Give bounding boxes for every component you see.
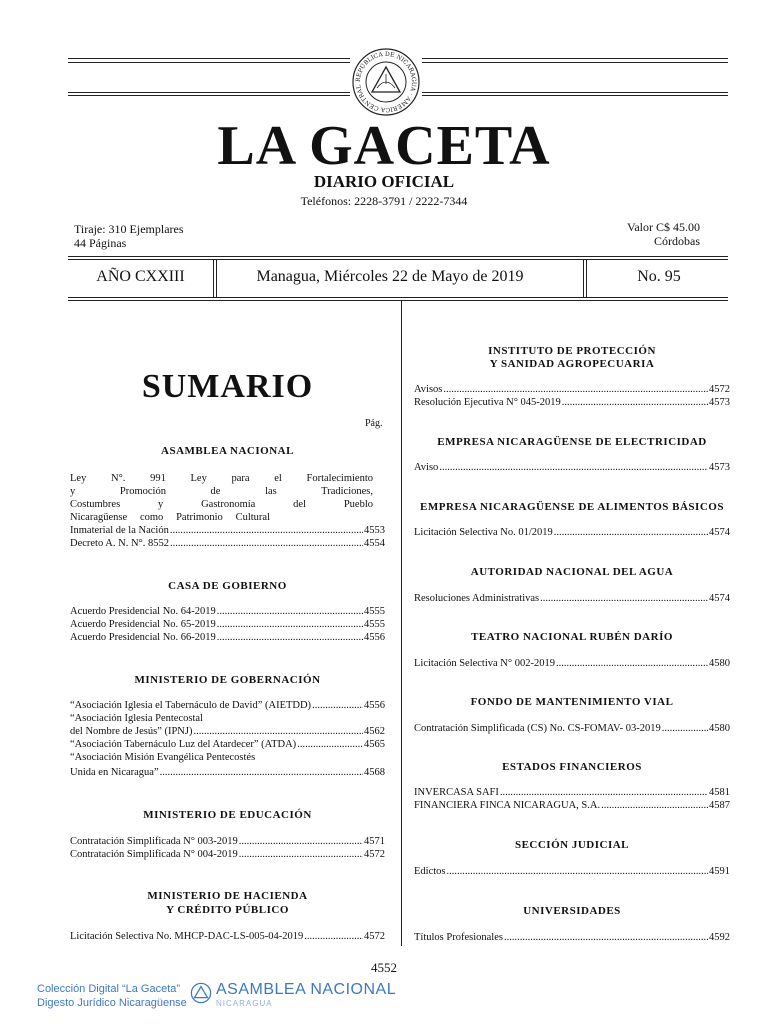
mid-rule-left-2 xyxy=(68,95,350,96)
price-text: Valor C$ 45.00 xyxy=(627,220,700,234)
mid-rule-right-2 xyxy=(422,95,728,96)
toc-entry-contratacion-004[interactable]: Contratación Simplificada N° 004-2019 ..... 4572 xyxy=(70,848,385,861)
mid-rule-right-1 xyxy=(422,92,728,93)
toc-entry-licitacion-01-2019[interactable]: Licitación Selectiva No. 01/2019 ..... 4574 xyxy=(414,526,730,539)
top-rule-left-1 xyxy=(68,58,350,59)
newspaper-title: LA GACETA xyxy=(217,115,551,177)
footer-collection-line-1: Colección Digital “La Gaceta” xyxy=(37,983,181,995)
phone-numbers: Teléfonos: 2228-3791 / 2222-7344 xyxy=(300,194,468,208)
footer-collection-line-2: Digesto Jurídico Nicaragüense xyxy=(37,997,187,1009)
section-enabas: EMPRESA NICARAGÜENSE DE ALIMENTOS BÁSICOS xyxy=(420,501,724,513)
section-asamblea-nacional: ASAMBLEA NACIONAL xyxy=(161,445,294,457)
section-ana: AUTORIDAD NACIONAL DEL AGUA xyxy=(470,566,674,578)
newspaper-subtitle: DIARIO OFICIAL xyxy=(313,172,455,191)
toc-entry-edictos[interactable]: Edictos ..... 4591 xyxy=(414,865,730,878)
datebar-bottom-rule-2 xyxy=(68,300,728,301)
toc-entry-aietdd[interactable]: “Asociación Iglesia el Tabernáculo de David” (AIETDD) ..... 4556 xyxy=(70,699,385,712)
ley-line-1: Ley N°. 991 Ley para el Fortalecimiento xyxy=(70,473,373,484)
section-enel: EMPRESA NICARAGÜENSE DE ELECTRICIDAD xyxy=(437,436,707,448)
toc-entry-contratacion-003[interactable]: Contratación Simplificada N° 003-2019 ..... 4571 xyxy=(70,835,385,848)
toc-entry-cs-fomav[interactable]: Contratación Simplificada (CS) No. CS-FOMAV- 03-2019 ..... 4580 xyxy=(414,722,730,735)
ley-line-4: Nicaragüense como Patrimonio Cultural xyxy=(70,512,270,523)
toc-entry-financiera-finca[interactable]: FINANCIERA FINCA NICARAGUA, S.A. ..... 4587 xyxy=(414,799,730,812)
ley-line-2: y Promoción de las Tradiciones, xyxy=(70,486,373,497)
section-casa-de-gobierno: CASA DE GOBIERNO xyxy=(168,580,287,592)
page-column-label: Pág. xyxy=(365,418,383,429)
currency-text: Córdobas xyxy=(654,234,700,248)
datebar-divider-2b xyxy=(586,259,587,297)
toc-entry-licitacion-mhcp[interactable]: Licitación Selectiva No. MHCP-DAC-LS-005-04-2019 ..... 4572 xyxy=(70,930,385,943)
seal-lettering: REPÚBLICA DE NICARAGUA · AMÉRICA CENTRAL xyxy=(354,50,418,114)
column-divider xyxy=(401,300,402,946)
issue-number: No. 95 xyxy=(637,268,681,285)
section-fomav: FONDO DE MANTENIMIENTO VIAL xyxy=(470,696,674,708)
section-ministerio-hacienda-2: Y CRÉDITO PÚBLICO xyxy=(166,904,289,916)
datebar-top-rule xyxy=(68,256,728,257)
toc-entry-aviso-enel[interactable]: Aviso ..... 4573 xyxy=(414,461,730,474)
mid-rule-left-1 xyxy=(68,92,350,93)
datebar-bottom-rule xyxy=(68,297,728,298)
toc-entry-mision-evangelica[interactable]: Unida en Nicaragua” ..... 4568 xyxy=(70,766,385,779)
toc-entry-acuerdo-66[interactable]: Acuerdo Presidencial No. 66-2019 ..... 4556 xyxy=(70,631,385,644)
toc-entry-ley-991[interactable]: Inmaterial de la Nación ..... 4553 xyxy=(70,524,385,537)
section-ministerio-gobernacion: MINISTERIO DE GOBERNACIÓN xyxy=(134,674,321,686)
footer-brand: ASAMBLEA NACIONAL xyxy=(216,981,397,998)
issue-date: Managua, Miércoles 22 de Mayo de 2019 xyxy=(256,268,524,285)
asamblea-logo-icon xyxy=(190,982,212,1004)
toc-line-mision-1: “Asociación Misión Evangélica Pentecostés xyxy=(70,752,256,763)
section-ministerio-educacion: MINISTERIO DE EDUCACIÓN xyxy=(143,809,312,821)
section-judicial: SECCIÓN JUDICIAL xyxy=(514,839,630,851)
toc-entry-avisos[interactable]: Avisos ..... 4572 xyxy=(414,383,730,396)
datebar-divider-2 xyxy=(583,259,584,297)
top-rule-right-1 xyxy=(422,58,728,59)
toc-entry-resoluciones-administrativas[interactable]: Resoluciones Administrativas ..... 4574 xyxy=(414,592,730,605)
section-ipsa-2: Y SANIDAD AGROPECUARIA xyxy=(489,358,655,370)
toc-entry-acuerdo-65[interactable]: Acuerdo Presidencial No. 65-2019 ..... 4555 xyxy=(70,618,385,631)
toc-entry-decreto-8552[interactable]: Decreto A. N. N°. 8552 ..... 4554 xyxy=(70,537,385,550)
pages-count-text: 44 Páginas xyxy=(74,236,127,250)
datebar-top-rule-2 xyxy=(68,259,728,260)
page-number: 4552 xyxy=(371,960,397,975)
section-ipsa-1: INSTITUTO DE PROTECCIÓN xyxy=(488,345,656,357)
section-estados-financieros: ESTADOS FINANCIEROS xyxy=(502,761,642,773)
toc-entry-licitacion-002-2019[interactable]: Licitación Selectiva N° 002-2019 ..... 4580 xyxy=(414,657,730,670)
nicaragua-seal-icon xyxy=(350,46,422,118)
section-ministerio-hacienda-1: MINISTERIO DE HACIENDA xyxy=(147,890,308,902)
toc-entry-titulos-profesionales[interactable]: Títulos Profesionales ..... 4592 xyxy=(414,931,730,944)
top-rule-left-2 xyxy=(68,62,350,63)
ley-line-3: Costumbres y Gastronomía del Pueblo xyxy=(70,499,373,510)
toc-entry-ipnj[interactable]: del Nombre de Jesús” (IPNJ) ..... 4562 xyxy=(70,725,385,738)
datebar-divider-1 xyxy=(213,259,214,297)
year-label: AÑO CXXIII xyxy=(96,268,185,285)
top-rule-right-2 xyxy=(422,62,728,63)
datebar-divider-1b xyxy=(216,259,217,297)
toc-entry-invercasa[interactable]: INVERCASA SAFI ..... 4581 xyxy=(414,786,730,799)
toc-entry-atda[interactable]: “Asociación Tabernáculo Luz del Atardecer” (ATDA) ..... 4565 xyxy=(70,738,385,751)
toc-line-ipnj-1: “Asociación Iglesia Pentecostal xyxy=(70,713,203,724)
footer-brand-sub: NICARAGUA xyxy=(216,999,273,1008)
section-teatro-nacional: TEATRO NACIONAL RUBÉN DARÍO xyxy=(471,631,673,643)
toc-entry-resolucion-045[interactable]: Resolución Ejecutiva N° 045-2019 ..... 4573 xyxy=(414,396,730,409)
tiraje-text: Tiraje: 310 Ejemplares xyxy=(74,222,184,236)
section-universidades: UNIVERSIDADES xyxy=(523,905,621,917)
sumario-heading: SUMARIO xyxy=(141,368,314,405)
toc-entry-acuerdo-64[interactable]: Acuerdo Presidencial No. 64-2019 ..... 4555 xyxy=(70,605,385,618)
